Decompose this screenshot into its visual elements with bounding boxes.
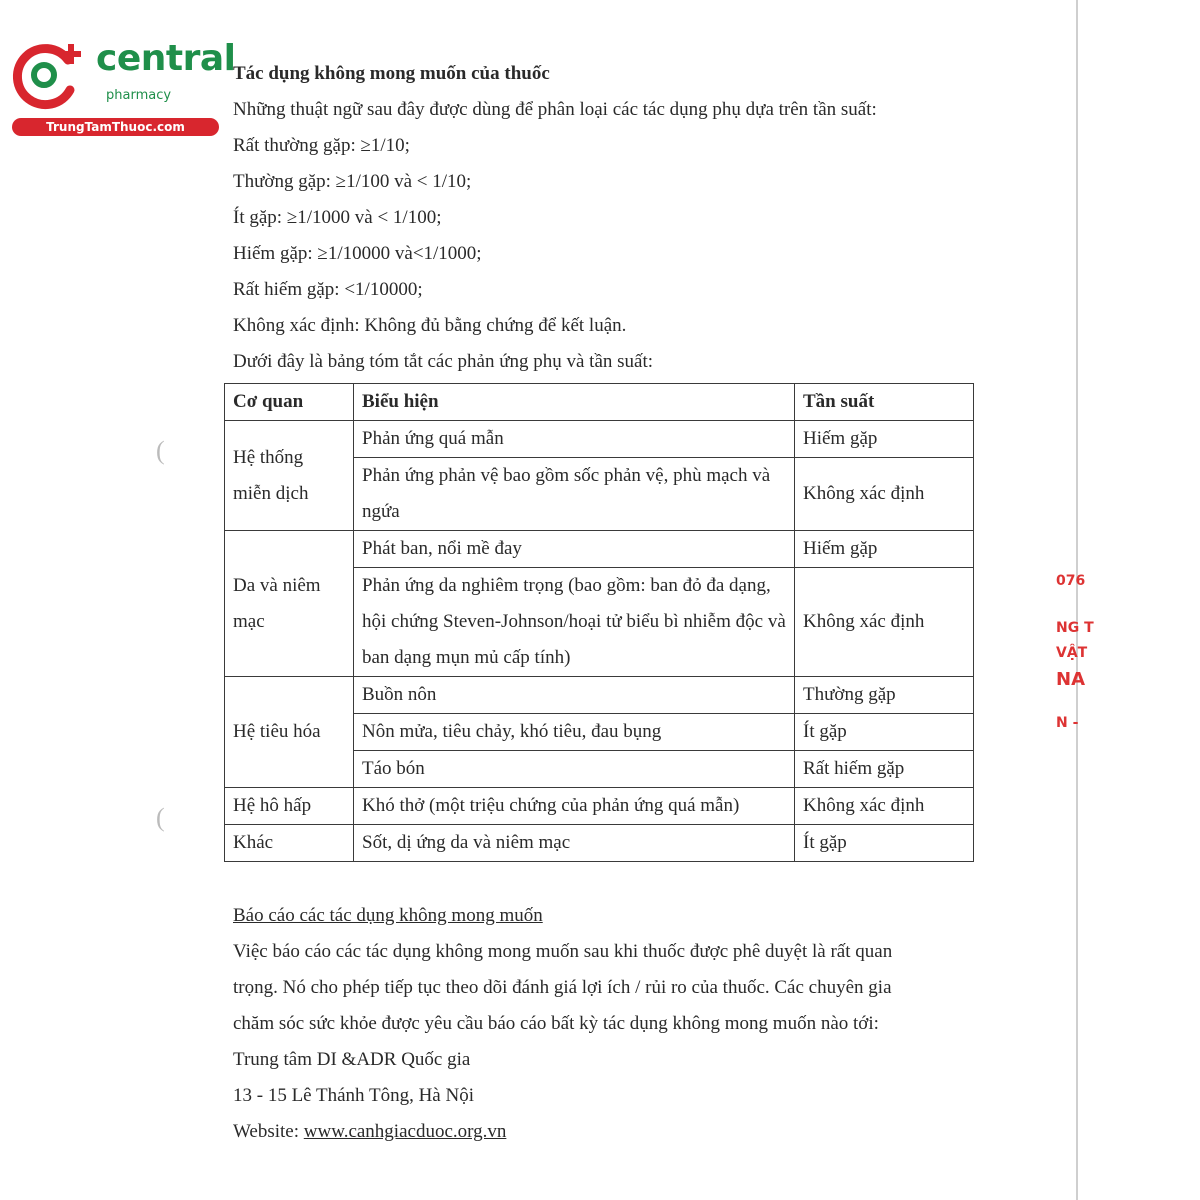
organ-cell: Hệ tiêu hóa <box>225 677 354 788</box>
logo-tagline: pharmacy <box>106 88 172 103</box>
frequency-cell: Không xác định <box>795 788 974 825</box>
report-paragraph-line: chăm sóc sức khỏe được yêu cầu báo cáo bất kỳ tác dụng không mong muốn nào tới: <box>233 1013 879 1034</box>
stamp-text: 076 <box>1056 573 1086 589</box>
organ-cell: Khác <box>225 825 354 862</box>
frequency-very-common: Rất thường gặp: ≥1/10; <box>233 135 410 156</box>
red-stamp-fragment <box>1052 565 1094 745</box>
organ-cell: Da và niêm mạc <box>225 531 354 677</box>
header-effect: Biểu hiện <box>354 384 795 421</box>
frequency-cell: Thường gặp <box>795 677 974 714</box>
intro-line: Những thuật ngữ sau đây được dùng để phân loại các tác dụng phụ dựa trên tần suất: <box>233 99 877 120</box>
table-intro-line: Dưới đây là bảng tóm tắt các phản ứng phụ và tần suất: <box>233 351 654 372</box>
header-frequency: Tần suất <box>795 384 974 421</box>
table-row <box>225 421 974 458</box>
report-paragraph-line: trọng. Nó cho phép tiếp tục theo dõi đánh giá lợi ích / rủi ro của thuốc. Các chuyên gia <box>233 977 892 998</box>
header-organ: Cơ quan <box>225 384 354 421</box>
stamp-text: NG T <box>1056 620 1094 636</box>
stamp-text: N - <box>1056 715 1079 731</box>
effect-cell: Phản ứng quá mẫn <box>354 421 795 458</box>
margin-punch-mark: ( <box>156 436 165 465</box>
side-effects-table <box>224 383 974 862</box>
effect-cell: Buồn nôn <box>354 677 795 714</box>
page-margin-right <box>1078 0 1200 1200</box>
logo-brand-name: central <box>96 38 236 79</box>
effect-cell: Sốt, dị ứng da và niêm mạc <box>354 825 795 862</box>
frequency-cell: Hiếm gặp <box>795 421 974 458</box>
frequency-cell: Hiếm gặp <box>795 531 974 568</box>
table-row <box>225 677 974 714</box>
report-paragraph-line: Việc báo cáo các tác dụng không mong muốn sau khi thuốc được phê duyệt là rất quan <box>233 941 893 962</box>
effect-cell: Phản ứng phản vệ bao gồm sốc phản vệ, phù mạch và ngứa <box>354 458 795 531</box>
margin-punch-mark: ( <box>156 803 165 832</box>
table-row <box>225 788 974 825</box>
organ-cell: Hệ hô hấp <box>225 788 354 825</box>
table-row <box>225 825 974 862</box>
section-title: Tác dụng không mong muốn của thuốc <box>233 63 550 84</box>
frequency-cell: Không xác định <box>795 568 974 677</box>
effect-cell: Phát ban, nổi mề đay <box>354 531 795 568</box>
frequency-cell: Ít gặp <box>795 714 974 751</box>
effect-cell: Nôn mửa, tiêu chảy, khó tiêu, đau bụng <box>354 714 795 751</box>
frequency-very-rare: Rất hiếm gặp: <1/10000; <box>233 279 423 300</box>
frequency-cell: Không xác định <box>795 458 974 531</box>
stamp-text: VẬT <box>1056 645 1088 661</box>
effect-cell: Phản ứng da nghiêm trọng (bao gồm: ban đỏ đa dạng, hội chứng Steven-Johnson/hoại tử biểu bì nhiễm độc và ban dạng mụn mủ cấp tính) <box>354 568 795 677</box>
report-website-line <box>233 1114 993 1150</box>
frequency-cell: Rất hiếm gặp <box>795 751 974 788</box>
stamp-text: NA <box>1056 669 1085 690</box>
website-link[interactable]: www.canhgiacduoc.org.vn <box>303 1121 507 1142</box>
side-effects-section <box>233 56 993 380</box>
report-title: Báo cáo các tác dụng không mong muốn <box>233 905 543 926</box>
frequency-unknown: Không xác định: Không đủ bằng chứng để kết luận. <box>233 315 627 336</box>
frequency-uncommon: Ít gặp: ≥1/1000 và < 1/100; <box>233 207 442 228</box>
organ-cell: Hệ thống miễn dịch <box>225 421 354 531</box>
central-pharmacy-logo-icon <box>10 38 90 108</box>
website-label: Website: <box>233 1121 304 1142</box>
frequency-common: Thường gặp: ≥1/100 và < 1/10; <box>233 171 472 192</box>
table-row <box>225 531 974 568</box>
frequency-cell: Ít gặp <box>795 825 974 862</box>
effect-cell: Khó thở (một triệu chứng của phản ứng quá mẫn) <box>354 788 795 825</box>
report-address: 13 - 15 Lê Thánh Tông, Hà Nội <box>233 1085 474 1106</box>
report-section <box>233 898 993 1150</box>
logo-website-badge[interactable]: TrungTamThuoc.com <box>12 118 219 136</box>
effect-cell: Táo bón <box>354 751 795 788</box>
report-center-name: Trung tâm DI &ADR Quốc gia <box>233 1049 471 1070</box>
brand-logo[interactable] <box>10 38 236 138</box>
frequency-rare: Hiếm gặp: ≥1/10000 và<1/1000; <box>233 243 482 264</box>
table-header-row <box>225 384 974 421</box>
